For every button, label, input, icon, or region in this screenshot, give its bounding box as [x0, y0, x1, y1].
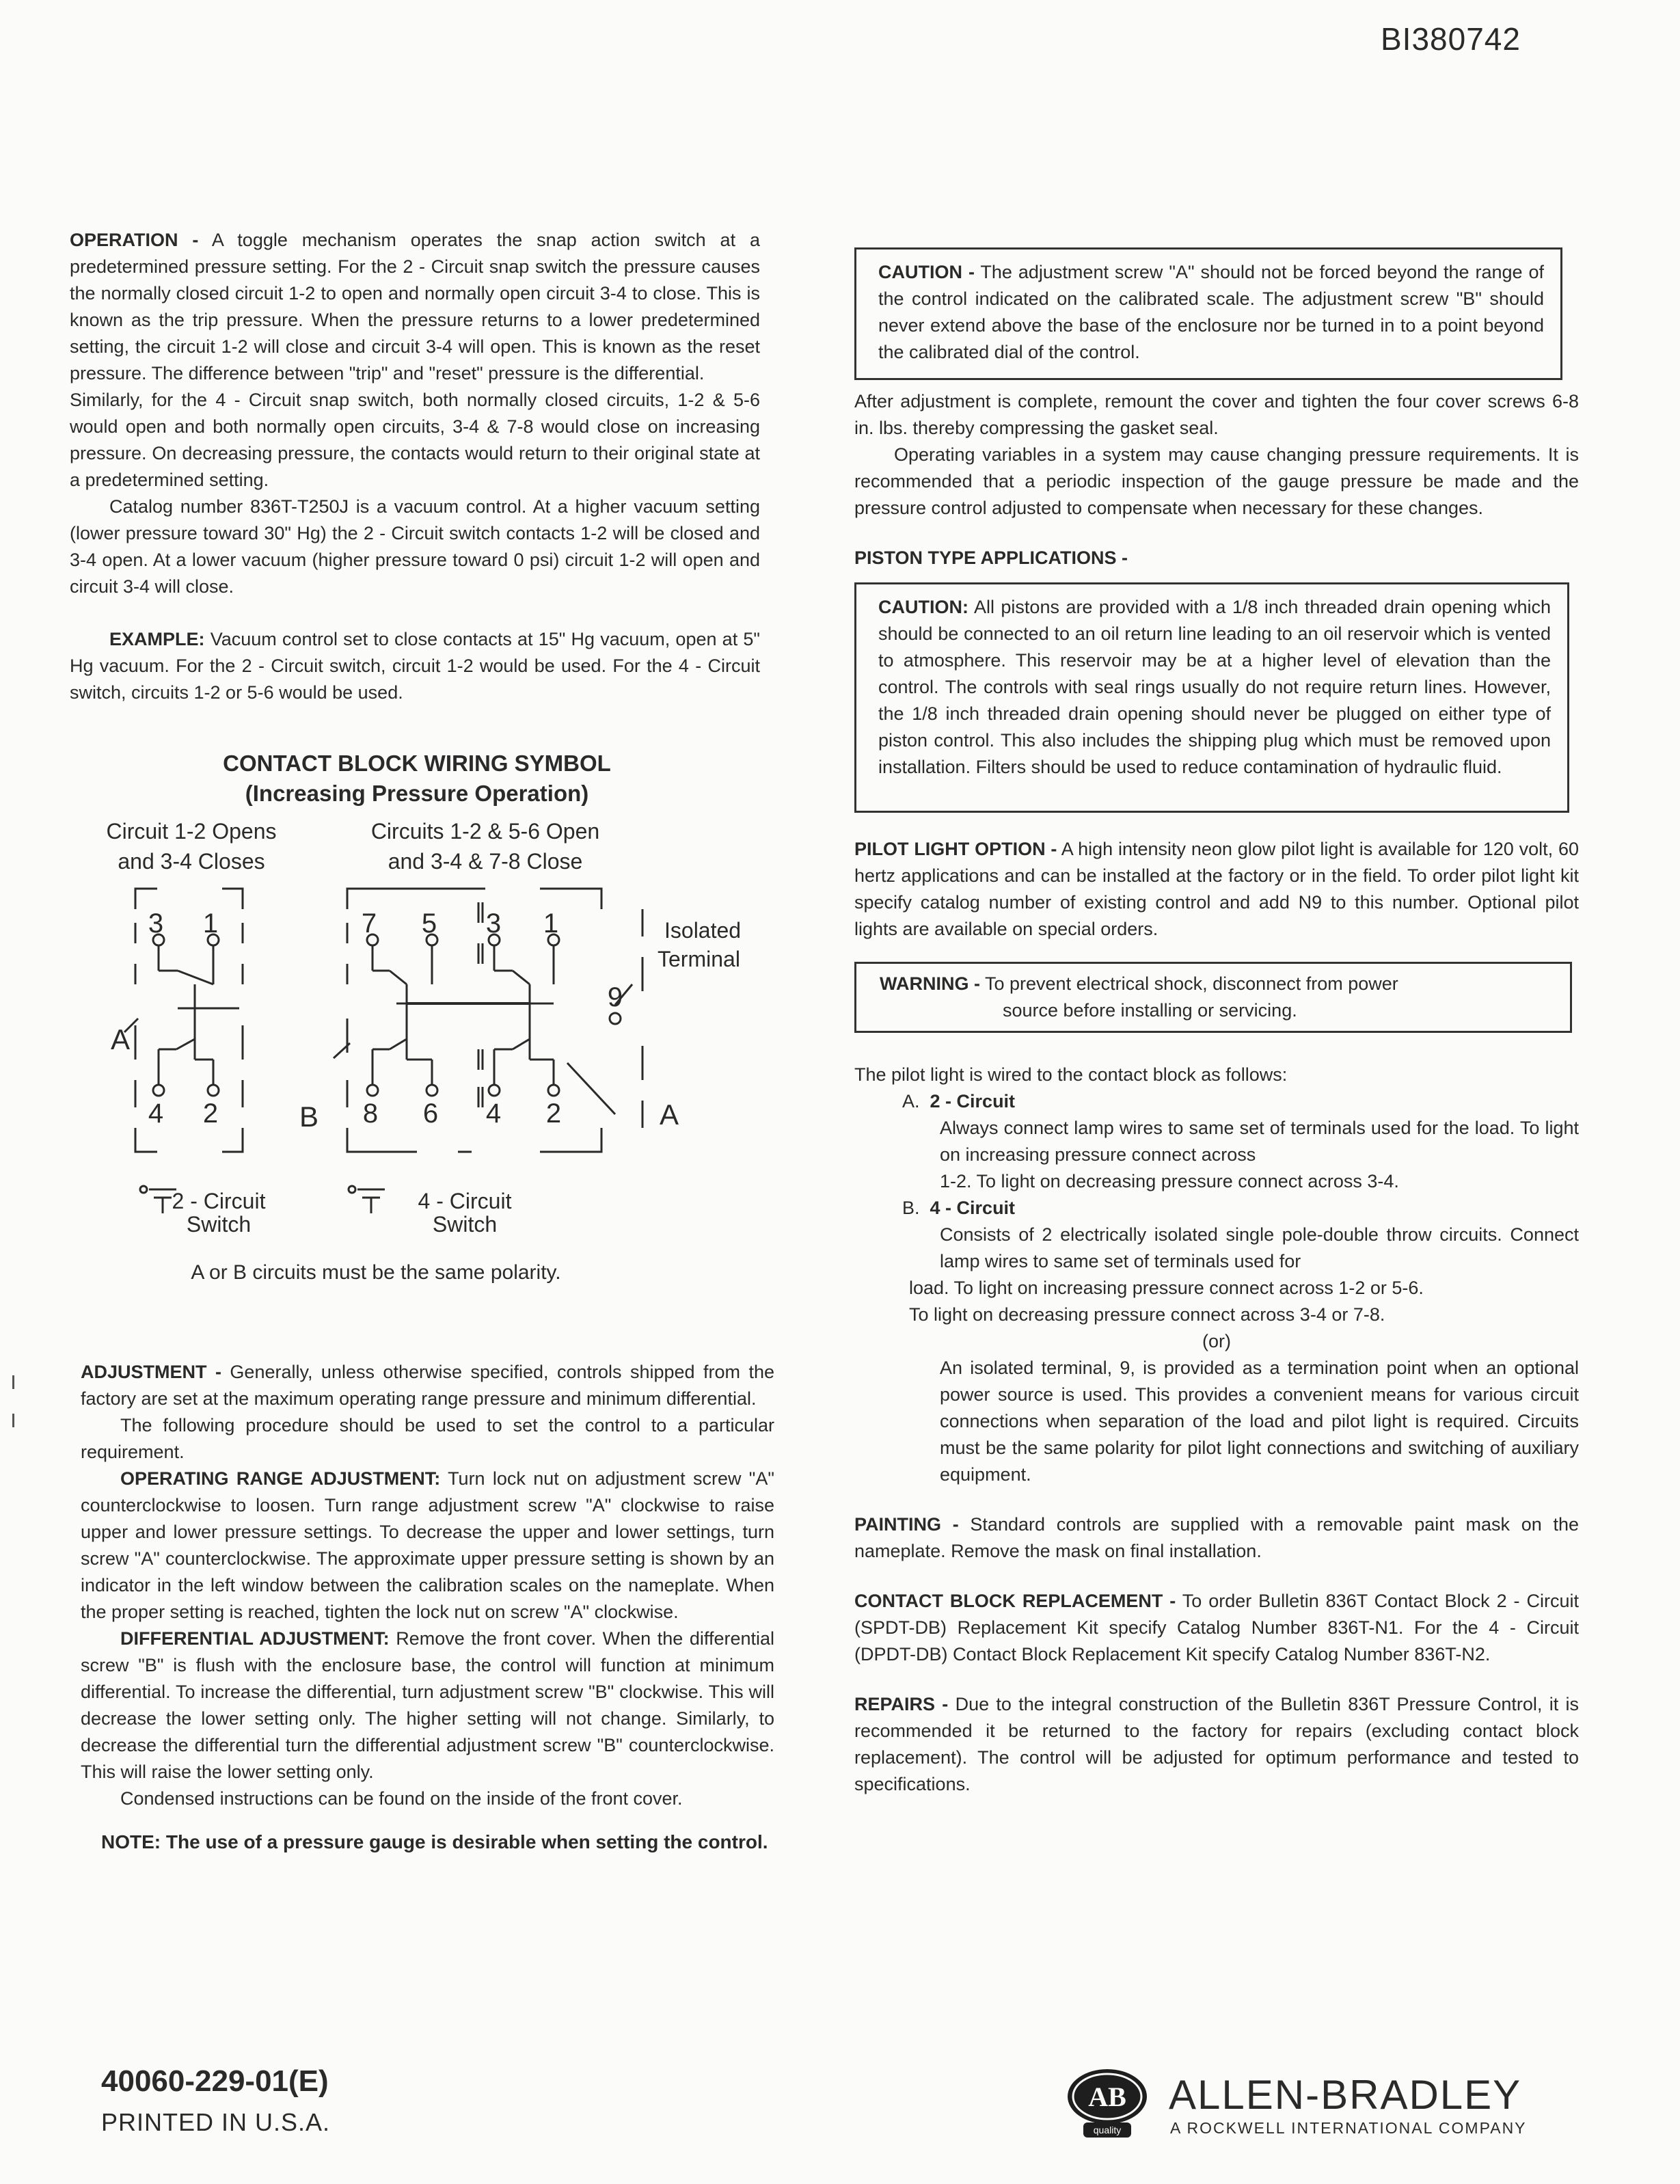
caution-heading: CAUTION -	[878, 262, 975, 282]
two-circuit-switch-caption-line1: 2 - Circuit	[172, 1189, 266, 1213]
adjustment-text: Generally, unless otherwise specified, controls shipped from the factory are set at the maximum operating range pressure and minimum differential.	[81, 1362, 774, 1409]
adjustment-heading: ADJUSTMENT -	[81, 1362, 221, 1382]
piston-caution-box	[854, 582, 1569, 813]
four-circuit-item	[854, 1195, 1579, 1222]
terminal-9-label: 9	[607, 982, 623, 1012]
item-a-label: A.	[902, 1091, 920, 1111]
allen-bradley-logo-icon	[1063, 2061, 1152, 2150]
terminal-label: Terminal	[658, 947, 740, 971]
terminal-4-label: 4	[148, 1098, 164, 1129]
two-circuit-caption-line1: Circuit 1-2 Opens	[106, 819, 277, 844]
operating-range-paragraph	[81, 1466, 774, 1626]
operation-paragraph	[70, 227, 760, 387]
four-circuit-caption-line2: and 3-4 & 7-8 Close	[388, 849, 583, 874]
painting-heading: PAINTING -	[854, 1514, 959, 1535]
logo-mark-text: AB	[1088, 2081, 1126, 2112]
adjustment-procedure: The following procedure should be used to set the control to a particular requirement.	[81, 1415, 774, 1462]
logo-quality-text: quality	[1093, 2125, 1122, 2135]
pressure-gauge-note: NOTE: The use of a pressure gauge is desirable when setting the control.	[101, 1831, 768, 1852]
document-id: BI380742	[1381, 21, 1521, 57]
warning-line1	[880, 971, 1554, 997]
or-separator: (or)	[1202, 1331, 1231, 1351]
piston-heading: PISTON TYPE APPLICATIONS -	[854, 548, 1128, 568]
margin-mark	[12, 1414, 14, 1427]
warning-text-2: source before installing or servicing.	[1003, 1000, 1297, 1021]
piston-caution	[878, 594, 1551, 781]
item-b-text-3: To light on decreasing pressure connect across 3-4 or 7-8.	[909, 1304, 1385, 1325]
painting-text: Standard controls are supplied with a removable paint mask on the nameplate. Remove the mask on final installation.	[854, 1514, 1579, 1561]
item-b-heading: 4 - Circuit	[930, 1198, 1016, 1218]
warning-text-1: To prevent electrical shock, disconnect from power	[985, 973, 1398, 994]
contact-block-replacement-paragraph	[854, 1588, 1579, 1668]
operating-range-heading: OPERATING RANGE ADJUSTMENT:	[120, 1468, 441, 1489]
brand-name: ALLEN-BRADLEY	[1169, 2072, 1522, 2118]
two-circuit-caption-line2: and 3-4 Closes	[118, 849, 265, 874]
publication-number: 40060-229-01(E)	[101, 2064, 329, 2098]
two-circuit-switch-caption-line2: Switch	[186, 1212, 252, 1237]
operation-4circuit-paragraph: Similarly, for the 4 - Circuit snap switch, both normally closed circuits, 1-2 & 5-6 would open and both normally open circuits, 3-4 & 7-8 would close on increasing pressure. On decreasing pressure, the contacts would return to their original state at a predetermined setting.	[70, 390, 760, 490]
operating-range-text: Turn lock nut on adjustment screw "A" counterclockwise to loosen. Turn range adjustment screw "A" clockwise to raise upper and lower pressure settings. To decrease the upper and lower settings, turn screw "A" counterclockwise. The approximate upper pressure setting is shown by an indicator in the left window between the calibration scales on the nameplate. When the proper setting is reached, tighten the lock nut on screw "A" clockwise.	[81, 1468, 774, 1622]
pilot-light-paragraph	[854, 836, 1579, 943]
contact-block-wiring-diagram	[75, 745, 766, 1306]
item-a-text-1: Always connect lamp wires to same set of terminals used for the load. To light on increasing pressure connect across	[940, 1118, 1579, 1165]
caution-text: The adjustment screw "A" should not be forced beyond the range of the control indicated on the calibrated scale. The adjustment screw "B" should never extend above the base of the enclosure nor be turned in to a point beyond the calibrated dial of the control.	[878, 262, 1545, 362]
painting-paragraph	[854, 1511, 1579, 1565]
isolated-terminal-text: An isolated terminal, 9, is provided as a termination point when an optional power source is used. This provides a convenient means for various circuit connections when separation of the load and pilot light is required. Circuits must be the same polarity for pilot light connections and switching of auxiliary equipment.	[940, 1358, 1579, 1485]
terminal-8-label: 8	[362, 1098, 379, 1129]
operation-text: A toggle mechanism operates the snap action switch at a predetermined pressure setting. For the 2 - Circuit snap switch the pressure causes the normally closed circuit 1-2 to open and normally open circuit 3-4 to close. This is known as the trip pressure. When the pressure returns to a lower predetermined setting, the circuit 1-2 will close and circuit 3-4 will open. This is known as the reset pressure. The difference between "trip" and "reset" pressure is the differential.	[70, 230, 760, 383]
terminal-1-label: 1	[202, 908, 219, 939]
terminal-4b-label: 4	[485, 1098, 502, 1129]
repairs-paragraph	[854, 1691, 1579, 1798]
item-b-label: B.	[902, 1198, 920, 1218]
two-circuit-switch-caption	[116, 1189, 321, 1236]
item-b-text-2: load. To light on increasing pressure connect across 1-2 or 5-6.	[909, 1278, 1424, 1298]
piston-caution-heading: CAUTION:	[878, 597, 968, 617]
polarity-note: A or B circuits must be the same polarity.	[191, 1261, 561, 1284]
four-circuit-caption	[335, 816, 636, 876]
piston-caution-text: All pistons are provided with a 1/8 inch threaded drain opening which should be connected to an oil return line leading to an oil reservoir which is vented to atmosphere. This reservoir may be at a higher level of elevation than the control. The controls with seal rings usually do not require return lines. However, the 1/8 inch threaded drain opening should never be plugged on either type of piston control. This also includes the shipping plug which must be removed upon installation. Filters should be used to reduce contamination of hydraulic fluid.	[878, 597, 1551, 777]
circuit-b-label: B	[299, 1101, 319, 1133]
pilot-wiring-intro: The pilot light is wired to the contact block as follows:	[854, 1064, 1288, 1085]
condensed-instructions: Condensed instructions can be found on the inside of the front cover.	[120, 1788, 683, 1809]
brand-subtitle: A ROCKWELL INTERNATIONAL COMPANY	[1170, 2119, 1527, 2137]
terminal-3-label: 3	[148, 908, 164, 939]
adjustment-section	[81, 1359, 774, 1855]
four-circuit-switch-caption-line1: 4 - Circuit	[418, 1189, 512, 1213]
four-circuit-switch-caption	[362, 1189, 567, 1236]
item-a-text-2: 1-2. To light on decreasing pressure connect across 3-4.	[940, 1171, 1399, 1191]
terminal-3b-label: 3	[485, 908, 502, 939]
diagram-subtitle: (Increasing Pressure Operation)	[245, 781, 589, 806]
item-a-heading: 2 - Circuit	[930, 1091, 1016, 1111]
left-column	[70, 227, 760, 706]
vacuum-control-paragraph: Catalog number 836T-T250J is a vacuum control. At a higher vacuum setting (lower pressure toward 30" Hg) the 2 - Circuit switch contacts 1-2 will be closed and 3-4 open. At a lower vacuum (higher pressure toward 0 psi) circuit 1-2 will open and circuit 3-4 will close.	[70, 496, 760, 597]
terminal-6-label: 6	[422, 1098, 439, 1129]
terminal-5-label: 5	[421, 908, 437, 939]
two-circuit-caption	[75, 816, 308, 876]
differential-text: Remove the front cover. When the differential screw "B" is flush with the enclosure base, the control will function at minimum differential. To increase the differential, turn adjustment screw "B" clockwise. This will decrease the lower setting only. The higher setting will not change. Similarly, to decrease the differential turn the differential adjustment screw "B" counterclockwise. This will raise the lower setting only.	[81, 1628, 774, 1782]
right-column	[854, 247, 1579, 1798]
repairs-heading: REPAIRS -	[854, 1694, 949, 1714]
warning-heading: WARNING -	[880, 973, 980, 994]
four-circuit-switch-caption-line2: Switch	[432, 1212, 498, 1237]
terminal-7-label: 7	[361, 908, 377, 939]
isolated-label: Isolated	[664, 918, 742, 943]
circuit-a-right-label: A	[660, 1098, 679, 1131]
replacement-text: To order Bulletin 836T Contact Block 2 - Circuit (SPDT-DB) Replacement Kit specify Catalog Number 836T-N1. For the 4 - Circuit (DPDT-DB) Contact Block Replacement Kit specify Catalog Number 836T-N2.	[854, 1591, 1579, 1664]
warning-box	[854, 962, 1572, 1033]
differential-heading: DIFFERENTIAL ADJUSTMENT:	[120, 1628, 390, 1649]
two-circuit-switch-symbol	[124, 889, 243, 1213]
example-paragraph	[70, 626, 760, 706]
adjustment-caution	[878, 259, 1544, 366]
differential-paragraph	[81, 1626, 774, 1785]
repairs-text: Due to the integral construction of the Bulletin 836T Pressure Control, it is recommended it be returned to the factory for repairs (excluding contact block replacement). The control will be adjusted for optimum performance and tested to specifications.	[854, 1694, 1580, 1794]
pilot-light-heading: PILOT LIGHT OPTION -	[854, 839, 1057, 859]
printed-in-usa: PRINTED IN U.S.A.	[101, 2108, 331, 2136]
terminal-2-label: 2	[202, 1098, 219, 1129]
diagram-title: CONTACT BLOCK WIRING SYMBOL	[223, 751, 611, 776]
four-circuit-caption-line1: Circuits 1-2 & 5-6 Open	[370, 819, 600, 844]
pilot-light-text: A high intensity neon glow pilot light is available for 120 volt, 60 hertz applications and can be installed at the factory or in the field. To order pilot light kit specify catalog number of existing control and add N9 to this number. Optional pilot lights are available on special orders.	[854, 839, 1580, 939]
terminal-1b-label: 1	[543, 908, 559, 939]
example-text: Vacuum control set to close contacts at 15" Hg vacuum, open at 5" Hg vacuum. For the 2 - Circuit switch, circuit 1-2 would be used. For the 4 - Circuit switch, circuits 1-2 or 5-6 would be used.	[70, 629, 760, 703]
terminal-2b-label: 2	[545, 1098, 562, 1129]
two-circuit-item	[854, 1088, 1579, 1115]
operation-heading: OPERATION -	[70, 230, 199, 250]
operating-variables-text: Operating variables in a system may cause changing pressure requirements. It is recommended that a periodic inspection of the gauge pressure be made and the pressure control adjusted to compensate when necessary for these changes.	[854, 444, 1579, 518]
remount-cover-text: After adjustment is complete, remount the cover and tighten the four cover screws 6-8 in. lbs. thereby compressing the gasket seal.	[854, 391, 1579, 438]
adjustment-paragraph	[81, 1359, 774, 1412]
replacement-heading: CONTACT BLOCK REPLACEMENT -	[854, 1591, 1176, 1611]
margin-mark	[12, 1375, 14, 1389]
adjustment-caution-box	[854, 247, 1562, 380]
circuit-a-label: A	[111, 1023, 131, 1055]
example-heading: EXAMPLE:	[109, 629, 205, 649]
item-b-text-1: Consists of 2 electrically isolated single pole-double throw circuits. Connect lamp wires to same set of terminals used for	[940, 1224, 1579, 1271]
